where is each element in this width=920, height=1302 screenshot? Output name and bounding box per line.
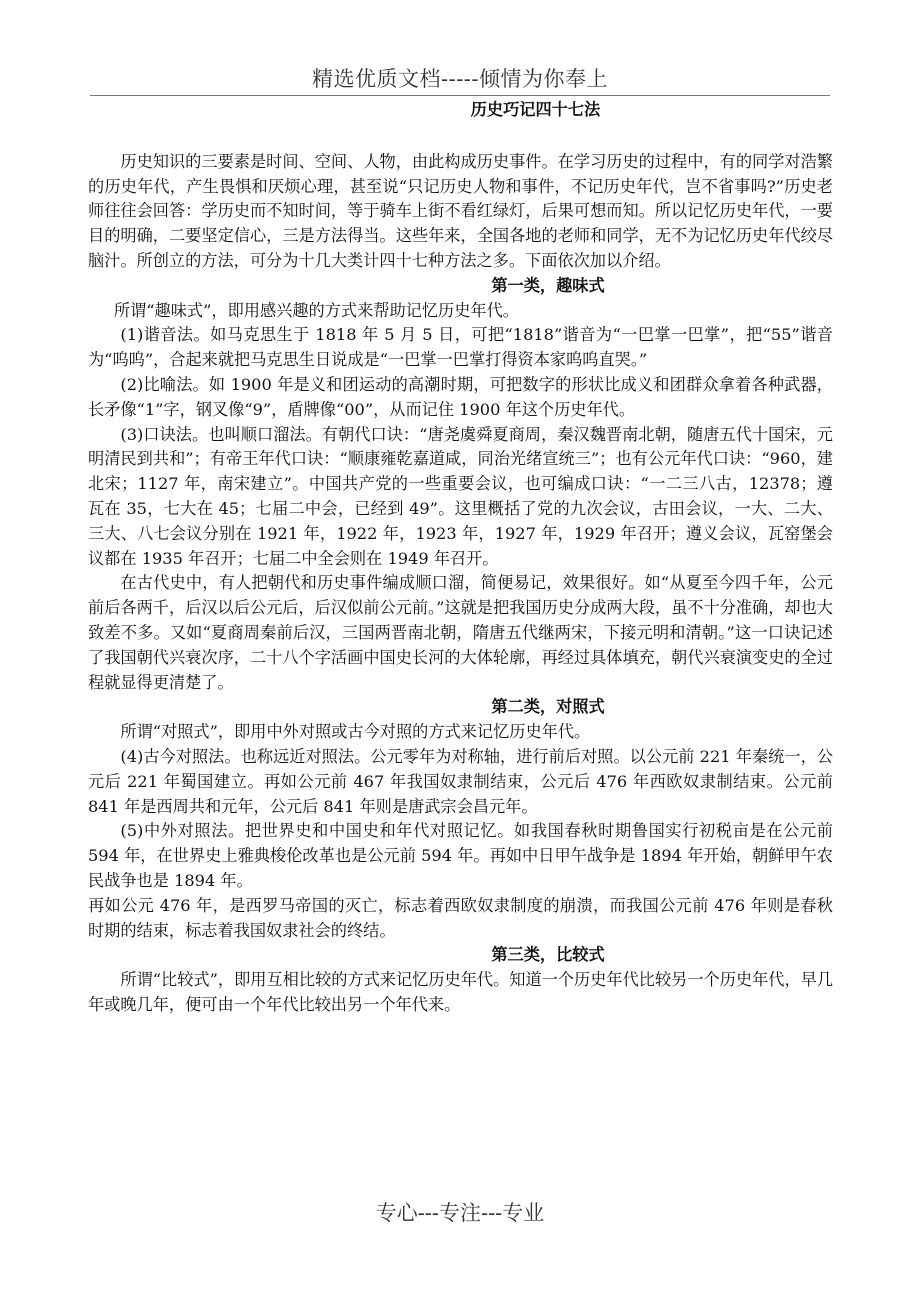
method-4-paragraph: (4)古今对照法。也称远近对照法。公元零年为对称轴，进行前后对照。以公元前 221 年秦统一，公元后 221 年蜀国建立。再如公元前 467 年我国奴隶制结束，公元后 476 年西欧奴隶制结束。公元前 841 年是西周共和元年，公元后 841 年则是唐武宗会昌元年。 — [88, 746, 833, 816]
section-heading-1: 第一类，趣味式 — [491, 275, 605, 295]
document-body — [88, 98, 833, 1018]
header-divider — [90, 95, 830, 96]
method-5-paragraph: (5)中外对照法。把世界史和中国史和年代对照记忆。如我国春秋时期鲁国实行初税亩是在公元前 594 年，在世界史上雅典梭伦改革也是公元前 594 年。再如中日甲午战争是 1894 年开始，朝鲜甲午农民战争也是 1894 年。 — [88, 821, 833, 890]
ancient-history-paragraph: 在古代史中，有人把朝代和历史事件编成顺口溜，简便易记，效果很好。如“从夏至今四千年，公元前后各两千，后汉以后公元后，后汉似前公元前。”这就是把我国历史分成两大段，虽不十分准确，却也大致差不多。又如“夏商周秦前后汉，三国两晋南北朝，隋唐五代继两宋，下接元明和清朝。”这一口诀记述了我国朝代兴衰次序，二十八个字活画中国史长河的大体轮廓，再经过具体填充，朝代兴衰演变史的全过程就显得更清楚了。 — [88, 573, 833, 692]
section-1-lead: 所谓“趣味式”，即用感兴趣的方式来帮助记忆历史年代。 — [113, 300, 519, 320]
method-3-paragraph: (3)口诀法。也叫顺口溜法。有朝代口诀：“唐尧虞舜夏商周，秦汉魏晋南北朝，随唐五代十国宋，元明清民到共和”；有帝王年代口诀：“顺康雍乾嘉道咸，同治光绪宣统三”；也有公元年代口诀：“960，建北宋；1127 年，南宋建立”。中国共产党的一些重要会议，也可编成口诀：“一二三八古，12378；遵瓦在 35，七大在 45；七届二中会，已经到 49”。这里概括了党的九次会议，古田会议，一大、二大、三大、八七会议分别在 1921 年，1922 年，1923 年，1927 年，1929 年召开；遵义会议，瓦窑堡会议都在 1935 年召开；七届二中全会则在 1949 年召开。 — [88, 424, 833, 568]
page-footer: 专心---专注---专业 — [375, 1201, 545, 1225]
document-title: 历史巧记四十七法 — [470, 100, 601, 119]
section-heading-2: 第二类，对照式 — [491, 697, 605, 717]
method-1-paragraph: (1)谐音法。如马克思生于 1818 年 5 月 5 日，可把“1818”谐音为“一巴掌一巴掌”，把“55”谐音为“呜呜”，合起来就把马克思生日说成是“一巴掌一巴掌打得资本家呜呜直哭。” — [88, 325, 833, 370]
intro-paragraph: 历史知识的三要素是时间、空间、人物，由此构成历史事件。在学习历史的过程中，有的同学对浩繁的历史年代，产生畏惧和厌烦心理，甚至说“只记历史人物和事件，不记历史年代，岂不省事吗?”历史老师往往会回答：学历史而不知时间，等于骑车上街不看红绿灯，后果可想而知。所以记忆历史年代，一要目的明确，二要坚定信心，三是方法得当。这些年来，全国各地的老师和同学，无不为记忆历史年代绞尽脑汁。所创立的方法，可分为十几大类计四十七种方法之多。下面依次加以介绍。 — [88, 151, 833, 270]
method-2-paragraph: (2)比喻法。如 1900 年是义和团运动的高潮时期，可把数字的形状比成义和团群众拿着各种武器，长矛像“1”字，钢叉像“9”，盾牌像“00”，从而记住 1900 年这个历史年代。 — [88, 374, 833, 419]
page-header: 精选优质文档-----倾情为你奉上 — [312, 67, 608, 91]
section-2-lead: 所谓“对照式”，即用中外对照或古今对照的方式来记忆历史年代。 — [120, 722, 591, 742]
section-3-lead: 所谓“比较式”，即用互相比较的方式来记忆历史年代。知道一个历史年代比较另一个历史年代，早几年或晚几年，便可由一个年代比较出另一个年代来。 — [88, 970, 834, 1014]
section-heading-3: 第三类，比较式 — [491, 945, 605, 965]
method-5-continued-paragraph: 再如公元 476 年，是西罗马帝国的灭亡，标志着西欧奴隶制度的崩溃，而我国公元前 476 年则是春秋时期的结束，标志着我国奴隶社会的终结。 — [88, 895, 833, 940]
